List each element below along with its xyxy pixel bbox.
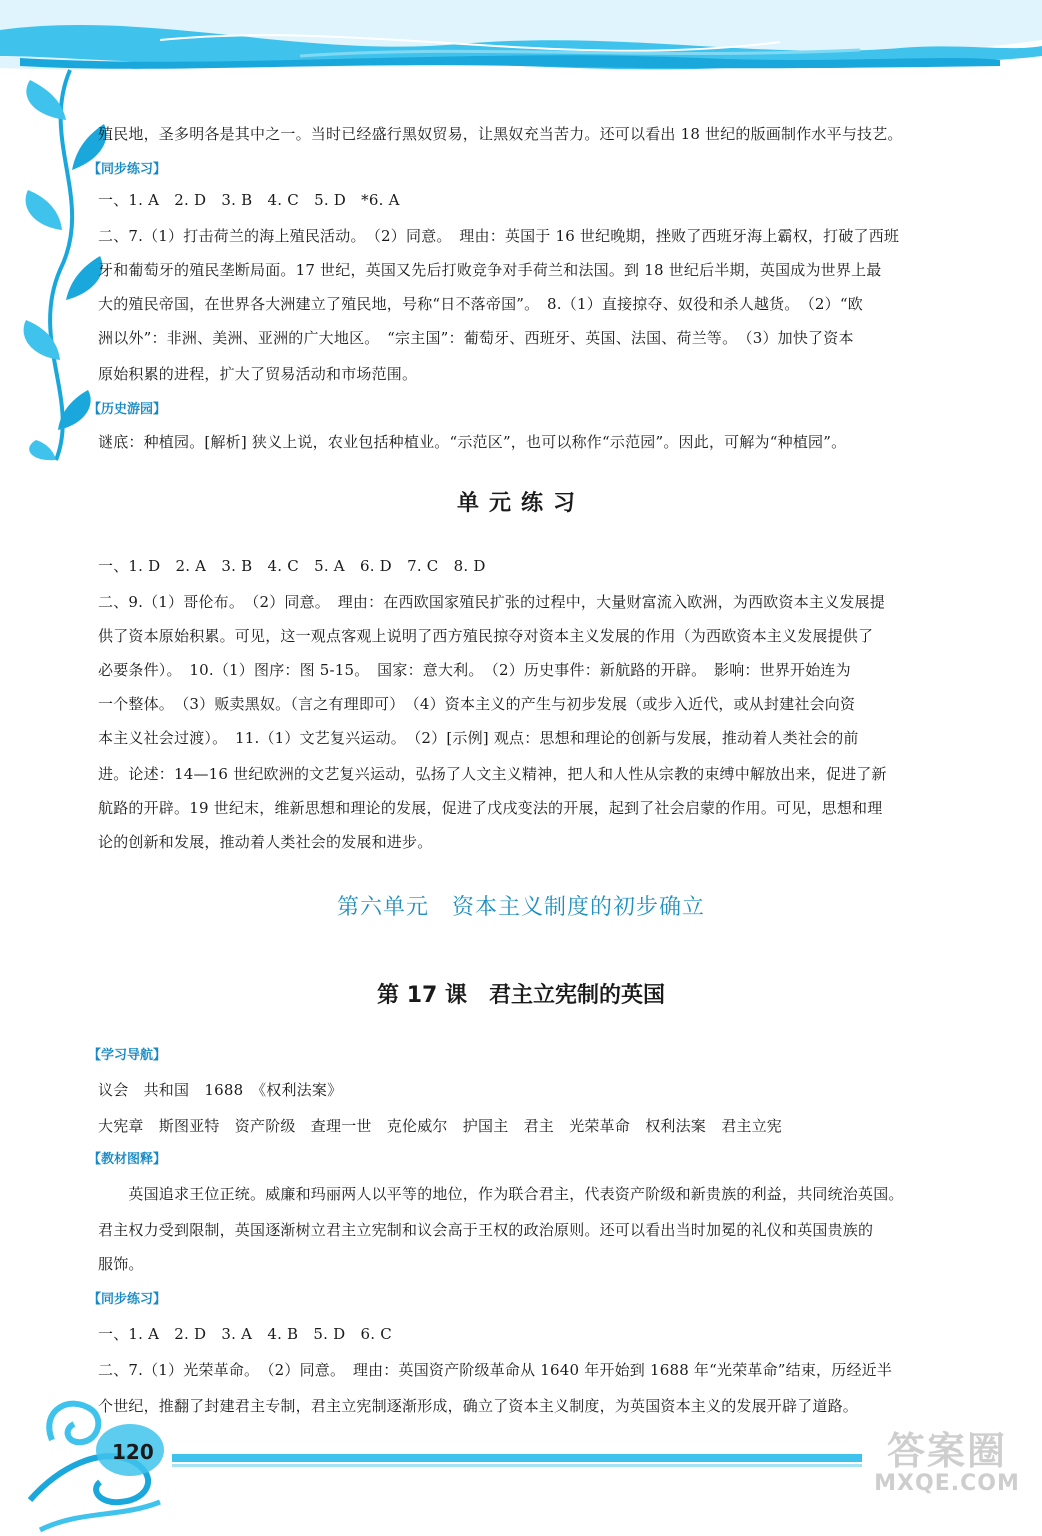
question-answer-line: 二、7.（1）光荣革命。 （2）同意。 理由：英国资产阶级革命从 1640 年开始到 1688 年“光荣革命”结束，历经近半	[98, 1361, 893, 1379]
study-guide-tag: 【学习导航】	[88, 1048, 167, 1063]
riddle-answer: 谜底：种植园。[解析] 狭义上说，农业包括种植业。“示范区”，也可以称作“示范园”。因此，可解为“种植园”。	[98, 433, 847, 451]
page-number: 120	[112, 1440, 154, 1464]
intro-text-line: 殖民地，圣多明各是其中之一。当时已经盛行黑奴贸易，让黑奴充当苦力。还可以看出 18 世纪的版画制作水平与技艺。	[98, 125, 903, 143]
lesson-heading: 第 17 课 君主立宪制的英国	[377, 983, 665, 1008]
watermark-text: 答案圈	[886, 1429, 1007, 1473]
question-answer-line: 个世纪，推翻了封建君主专制，君主立宪制逐渐形成，确立了资本主义制度，为英国资本主义的发展开辟了道路。	[98, 1397, 859, 1415]
question-answer-line: 论的创新和发展，推动着人类社会的发展和进步。	[98, 833, 433, 851]
watermark-url: MXQE.COM	[874, 1471, 1020, 1496]
question-answer-line: 二、7.（1）打击荷兰的海上殖民活动。 （2）同意。 理由：英国于 16 世纪晚期，挫败了西班牙海上霸权，打破了西班	[98, 227, 900, 245]
sync-practice-tag: 【同步练习】	[88, 1292, 167, 1307]
unit-practice-heading: 单元练习	[456, 491, 585, 516]
chapter-heading: 第六单元 资本主义制度的初步确立	[336, 895, 705, 920]
question-answer-line: 进。论述：14—16 世纪欧洲的文艺复兴运动，弘扬了人文主义精神，把人和人性从宗教的束缚中解放出来，促进了新	[98, 765, 887, 783]
question-answer-line: 二、9.（1）哥伦布。 （2）同意。 理由：在西欧国家殖民扩张的过程中，大量财富流入欧洲，为西欧资本主义发展提	[98, 593, 885, 611]
question-answer-line: 本主义社会过渡）。 11.（1）文艺复兴运动。 （2）[示例] 观点：思想和理论的创新与发展，推动着人类社会的前	[98, 729, 859, 747]
figure-explanation-line: 服饰。	[98, 1255, 144, 1273]
figure-explanation-line: 君主权力受到限制，英国逐渐树立君主立宪制和议会高于王权的政治原则。还可以看出当时加冕的礼仪和英国贵族的	[98, 1221, 874, 1239]
history-garden-tag: 【历史游园】	[88, 402, 167, 417]
multiple-choice-answers: 一、1. A 2. D 3. A 4. B 5. D 6. C	[98, 1325, 392, 1343]
question-answer-line: 洲以外”：非洲、美洲、亚洲的广大地区。 “宗主国”：葡萄牙、西班牙、英国、法国、荷兰等。 （3）加快了资本	[98, 329, 854, 347]
question-answer-line: 大的殖民帝国，在世界各大洲建立了殖民地，号称“日不落帝国”。 8.（1）直接掠夺、奴役和杀人越货。 （2）“欧	[98, 295, 863, 313]
question-answer-line: 必要条件）。 10.（1）图序：图 5-15。 国家：意大利。 （2）历史事件：新航路的开辟。 影响：世界开始连为	[98, 661, 851, 679]
sync-practice-tag: 【同步练习】	[88, 162, 167, 177]
question-answer-line: 供了资本原始积累。可见，这一观点客观上说明了西方殖民掠夺对资本主义发展的作用（为西欧资本主义发展提供了	[98, 627, 874, 645]
guide-keywords-line: 议会 共和国 1688 《权利法案》	[98, 1081, 343, 1099]
question-answer-line: 一个整体。 （3）贩卖黑奴。（言之有理即可） （4）资本主义的产生与初步发展（或步入近代，或从封建社会向资	[98, 695, 856, 713]
multiple-choice-answers: 一、1. D 2. A 3. B 4. C 5. A 6. D 7. C 8. D	[98, 557, 486, 575]
multiple-choice-answers: 一、1. A 2. D 3. B 4. C 5. D *6. A	[98, 191, 400, 209]
figure-explanation-tag: 【教材图释】	[88, 1152, 167, 1167]
question-answer-line: 航路的开辟。19 世纪末，维新思想和理论的发展，促进了戊戌变法的开展，起到了社会启蒙的作用。可见，思想和理	[98, 799, 883, 817]
figure-explanation-line: 英国追求王位正统。威廉和玛丽两人以平等的地位，作为联合君主，代表资产阶级和新贵族的利益，共同统治英国。	[98, 1185, 904, 1203]
watermark-logo	[862, 1430, 1032, 1496]
question-answer-line: 牙和葡萄牙的殖民垄断局面。17 世纪，英国又先后打败竞争对手荷兰和法国。到 18 世纪后半期，英国成为世界上最	[98, 261, 882, 279]
question-answer-line: 原始积累的进程，扩大了贸易活动和市场范围。	[98, 365, 418, 383]
guide-keywords-line: 大宪章 斯图亚特 资产阶级 查理一世 克伦威尔 护国主 君主 光荣革命 权利法案 君主立宪	[98, 1117, 783, 1135]
